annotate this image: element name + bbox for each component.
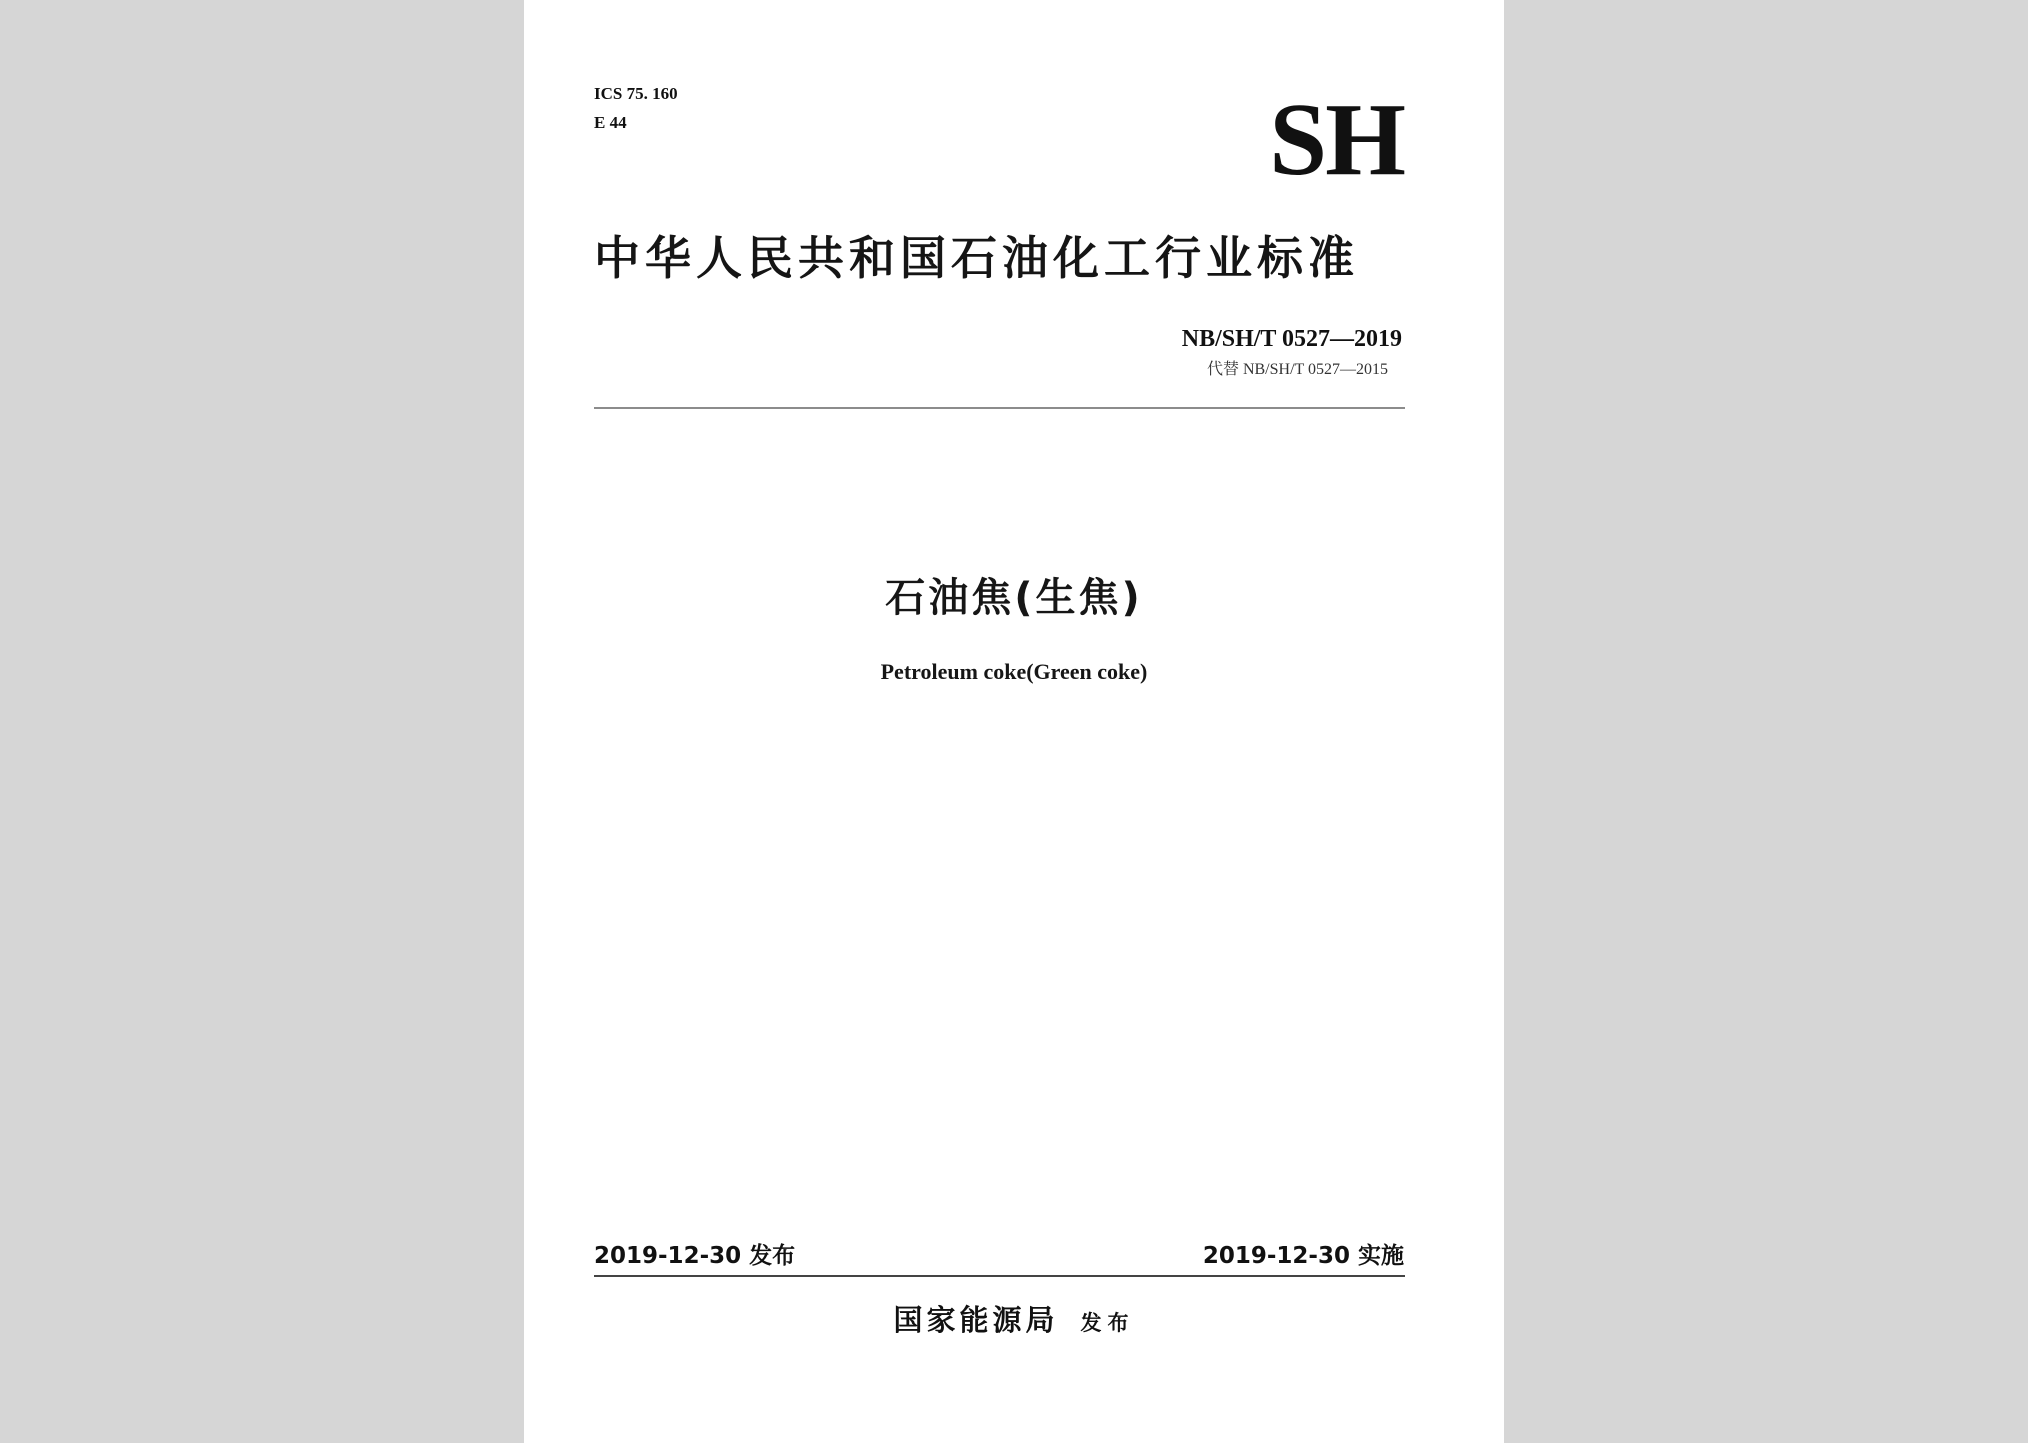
sh-logo: SH — [1269, 82, 1404, 197]
standard-title: 中华人民共和国石油化工行业标准 — [594, 231, 1359, 285]
implementation-date: 2019-12-30 实施 — [1202, 1243, 1404, 1269]
top-divider — [594, 407, 1405, 409]
document-title-cn: 石油焦(生焦) — [885, 575, 1143, 621]
document-title-en: Petroleum coke(Green coke) — [880, 659, 1148, 684]
publisher-line — [524, 1303, 1504, 1337]
bottom-divider — [594, 1275, 1405, 1277]
publish-date: 2019-12-30 发布 — [594, 1243, 796, 1269]
replaces-standard: 代替 NB/SH/T 0527—2015 — [1206, 361, 1388, 378]
publisher-issue-label: 发布 — [1080, 1311, 1135, 1335]
standard-number: NB/SH/T 0527—2019 — [1181, 326, 1402, 352]
publisher-organization: 国家能源局 — [893, 1303, 1059, 1337]
document-page — [524, 0, 1504, 1443]
ics-code: ICS 75. 160 — [594, 84, 678, 103]
classification-code: E 44 — [594, 113, 627, 132]
